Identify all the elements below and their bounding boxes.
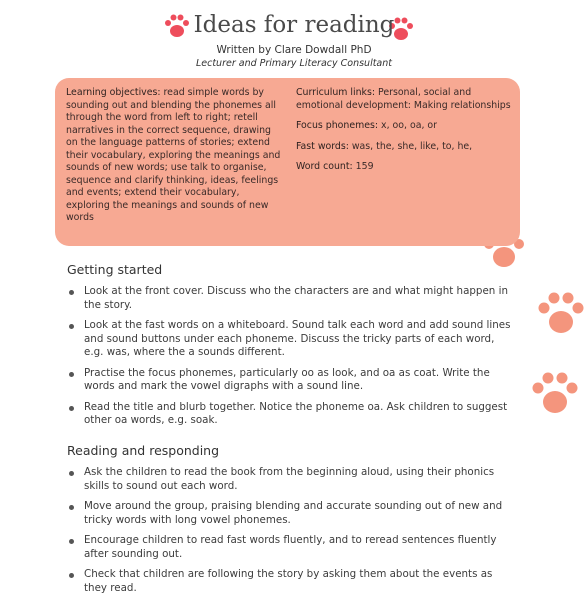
fast-words-label: Fast words: (296, 140, 349, 152)
learning-objectives-label: Learning objectives: (66, 87, 161, 98)
curriculum-links (296, 87, 511, 112)
page-title: Ideas for reading (193, 12, 395, 38)
fast-words (296, 141, 511, 154)
list-item: Encourage children to read fast words fluently, and to reread sentences fluently after sounding out. (67, 534, 512, 561)
list-item: Read the title and blurb together. Notice the phoneme oa. Ask children to suggest other oa words, e.g. soak. (67, 401, 512, 428)
list-item: Practise the focus phonemes, particularly oo as look, and oa as coat. Write the words and mark the vowel digraphs with a sound line. (67, 367, 512, 394)
paw-print-icon (530, 370, 580, 416)
fast-words-text: was, the, she, like, to, he, (351, 140, 473, 152)
focus-phonemes-text: x, oo, oa, or (381, 120, 438, 131)
author-line: Written by Clare Dowdall PhD (216, 44, 372, 56)
reading-responding-list (67, 466, 512, 602)
learning-objectives-text: read simple words by sounding out and blending the phonemes all through the word from left to right; retell narratives in the correct sequence, drawing on the language patterns of stories; extend their vocabulary, exploring the meanings and sounds of new words; use talk to organise, sequence and clarify thinking, ideas, feelings and events; extend their vocabulary, exploring the meanings and sounds of new words (66, 87, 281, 223)
section-heading-getting-started: Getting started (67, 262, 163, 277)
list-item: Move around the group, praising blending and accurate sounding out of new and tricky words with long vowel phonemes. (67, 500, 512, 527)
word-count (296, 161, 511, 174)
section-heading-reading-responding: Reading and responding (67, 443, 220, 458)
word-count-text: 159 (355, 161, 374, 172)
list-item: Ask the children to read the book from the beginning aloud, using their phonics skills to sound out each word. (67, 466, 512, 493)
focus-phonemes (296, 120, 511, 133)
curriculum-links-label: Curriculum links: (296, 87, 376, 98)
paw-print-icon (536, 290, 586, 336)
list-item: Check that children are following the story by asking them about the events as they read. (67, 568, 512, 595)
info-box-details (296, 87, 511, 182)
info-box (55, 78, 520, 246)
learning-objectives (66, 87, 284, 225)
author-role: Lecturer and Primary Literacy Consultant (195, 58, 393, 69)
list-item: Look at the fast words on a whiteboard. Sound talk each word and add sound lines and sound buttons under each phoneme. Discuss the tricky parts of each word, e.g. was, where the a sounds different. (67, 319, 512, 360)
curriculum-links-text: Personal, social and emotional development: Making relationships (296, 87, 511, 111)
word-count-label: Word count: (296, 161, 353, 172)
getting-started-list (67, 285, 512, 435)
list-item: Look at the front cover. Discuss who the characters are and what might happen in the story. (67, 285, 512, 312)
focus-phonemes-label: Focus phonemes: (296, 120, 379, 131)
